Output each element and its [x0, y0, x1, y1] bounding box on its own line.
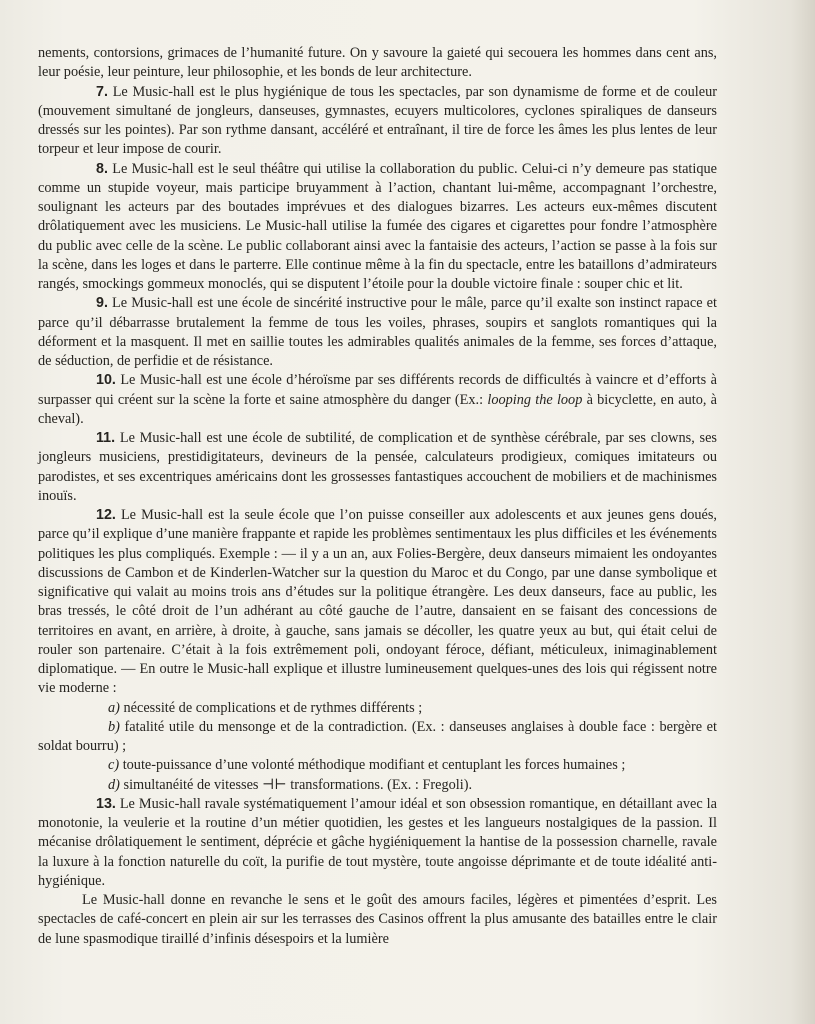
- paragraph-text: Le Music-hall est le plus hygiénique de tous les spectacles, par son dynamisme de forme et de couleur (mouvement simultané de jongleurs, danseuses, gymnastes, ecuyers multicolores, cyclones spiraliques de danseurs dressés sur les pointes). Par son rythme dansant, accéléré et entraînant, il tire de force les âmes les plus lentes de leur torpeur et leur impose de courir.: [38, 83, 717, 158]
- paragraph-number: 11.: [96, 430, 116, 446]
- sub-item-d: [38, 776, 717, 795]
- paragraph-text-end: à bicyclette, en auto, à cheval).: [38, 391, 717, 427]
- paragraph-8: [38, 160, 717, 295]
- sub-item-label: d): [108, 776, 120, 793]
- paragraph-9: [38, 294, 717, 371]
- paragraph-text: Le Music-hall est la seule école que l’on puisse conseiller aux adolescents et aux jeunes gens doués, parce qu’il explique d’une manière frappante et rapide les problèmes sentimentaux les plus difficiles et les événements politiques les plus compliqués. Exemple : — il y a un an, aux Folies-Bergère, deux danseurs mimaient les ondoyantes discussions de Cambon et de Kinderlen-Watcher sur la question du Maroc et du Congo, par une danse symbolique et significative qui valait au moins trois ans d’études sur la politique étrangère. Les deux danseurs, face au public, les bras tressés, le côté droit de l’un adhérant au côté gauche de l’autre, dansaient en se faisant des concessions de territoires en avant, en arrière, à droite, à gauche, sans jamais se décoller, les quatre yeux au but, qui était celui de rouler son partenaire. C’était à la fois extrêmement poli, ondoyant féroce, défiant, méticuleux, inimaginablement diplomatique. — En outre le Music-hall explique et illustre lumineusement quelques-unes des lois qui régissent notre vie moderne :: [38, 507, 718, 697]
- paragraph-text: Le Music-hall est une école de subtilité, de complication et de synthèse cérébrale, par ses clowns, ses jongleurs musiciens, prestidigitateurs, devineurs de la pensée, calculateurs prodigieux, comiques imitateurs ou parodistes, et ses excentriques américains dont les grossesses fantastiques accouchent de mobiliers et de machinismes inouïs.: [38, 430, 717, 504]
- sub-item-text: simultanéité de vitesses ⊣⊢ transformations. (Ex. : Fregoli).: [123, 776, 473, 793]
- paragraph-text: Le Music-hall est une école de sincérité instructive pour le mâle, parce qu’il exalte son instinct rapace et parce qu’il débarrasse brutalement la femme de tous les voiles, phrases, soupirs et sanglots romantiques qui la déforment et la masquent. Il met en saillie toutes les admirables qualités animales de la femme, ses forces d’attaque, de séduction, de perfidie et de résistance.: [38, 295, 717, 369]
- paragraph-number: 13.: [96, 795, 116, 812]
- italic-phrase: looping the loop: [487, 391, 583, 408]
- sub-item-text: nécessité de complications et de rythmes différents ;: [123, 699, 423, 716]
- paragraph-text: Le Music-hall est le seul théâtre qui utilise la collaboration du public. Celui-ci n’y demeure pas statique comme un stupide voyeur, mais participe bruyamment à l’action, chantant lui-même, accompagnant l’orchestre, soulignant les acteurs par des boutades imprévues et des dialogues bizarres. Les acteurs eux-mêmes discutent drôlatiquement avec les musiciens. Le Music-hall utilise la fumée des cigares et cigarettes pour fondre l’atmosphère du public avec celle de la scène. Le public collaborant ainsi avec la fantaisie des acteurs, l’action se passe à la fois sur la scène, dans les loges et dans le parterre. Elle continue même à la fin du spectacle, entre les bataillons d’admirateurs rangés, smockings gommeux monoclés, qui se disputent l’étoile pour la double victoire finale : souper chic et lit.: [38, 160, 717, 292]
- paragraph-number: 12.: [96, 507, 116, 523]
- paragraph-7: [38, 83, 717, 160]
- paragraph-text: Le Music-hall ravale systématiquement l’amour idéal et son obsession romantique, en détaillant avec la monotonie, la veulerie et la routine d’un métier quotidien, les gestes et les langueurs nostalgiques de la passion. Il mécanise drôlatiquement le sentiment, déprécie et gâche hygiéniquement la hantise de la possession charnelle, ravale la luxure à la fonction naturelle du coït, la purifie de tout mystère, toute angoisse déprimante et de toute idéalité anti-hygiénique.: [38, 795, 717, 889]
- paragraph-text: Le Music-hall est une école d’héroïsme par ses différents records de difficultés à vaincre et d’efforts à surpasser qui créent sur la scène la forte et saine atmosphère du danger (Ex.:: [38, 372, 718, 408]
- paragraph-number: 7.: [96, 83, 108, 100]
- sub-item-label: c): [108, 757, 120, 774]
- paragraph-number: 10.: [96, 372, 116, 389]
- paragraph-12: [38, 506, 717, 699]
- document-body: [38, 44, 717, 949]
- sub-item-a: [38, 699, 717, 718]
- paragraph-final: [38, 891, 717, 949]
- paragraph-13: [38, 795, 717, 891]
- paragraph-text: nements, contorsions, grimaces de l’humanité future. On y savoure la gaieté qui secouera les hommes dans cent ans, leur poésie, leur peinture, leur philosophie, et les bonds de leur architecture.: [38, 45, 717, 81]
- sub-item-text: fatalité utile du mensonge et de la contradiction. (Ex. : danseuses anglaises à double face : bergère et soldat bourru) ;: [38, 718, 718, 754]
- sub-item-label: b): [108, 718, 120, 735]
- sub-item-label: a): [108, 699, 120, 716]
- sub-item-c: [38, 756, 717, 775]
- paragraph-text: Le Music-hall donne en revanche le sens et le goût des amours faciles, légères et pimentées d’esprit. Les spectacles de café-concert en plein air sur les terrasses des Casinos offrent la plus amusante des batailles entre le clair de lune spasmodique tiraillé d’infinis désespoirs et la lumière: [38, 892, 717, 947]
- sub-item-b: [38, 718, 717, 757]
- paragraph-continuation: [38, 44, 717, 83]
- paragraph-number: 8.: [96, 160, 108, 177]
- paragraph-11: [38, 429, 717, 506]
- sub-item-text: toute-puissance d’une volonté méthodique modifiant et centuplant les forces humaines ;: [122, 757, 626, 774]
- paragraph-10: [38, 371, 717, 429]
- paragraph-number: 9.: [96, 295, 108, 312]
